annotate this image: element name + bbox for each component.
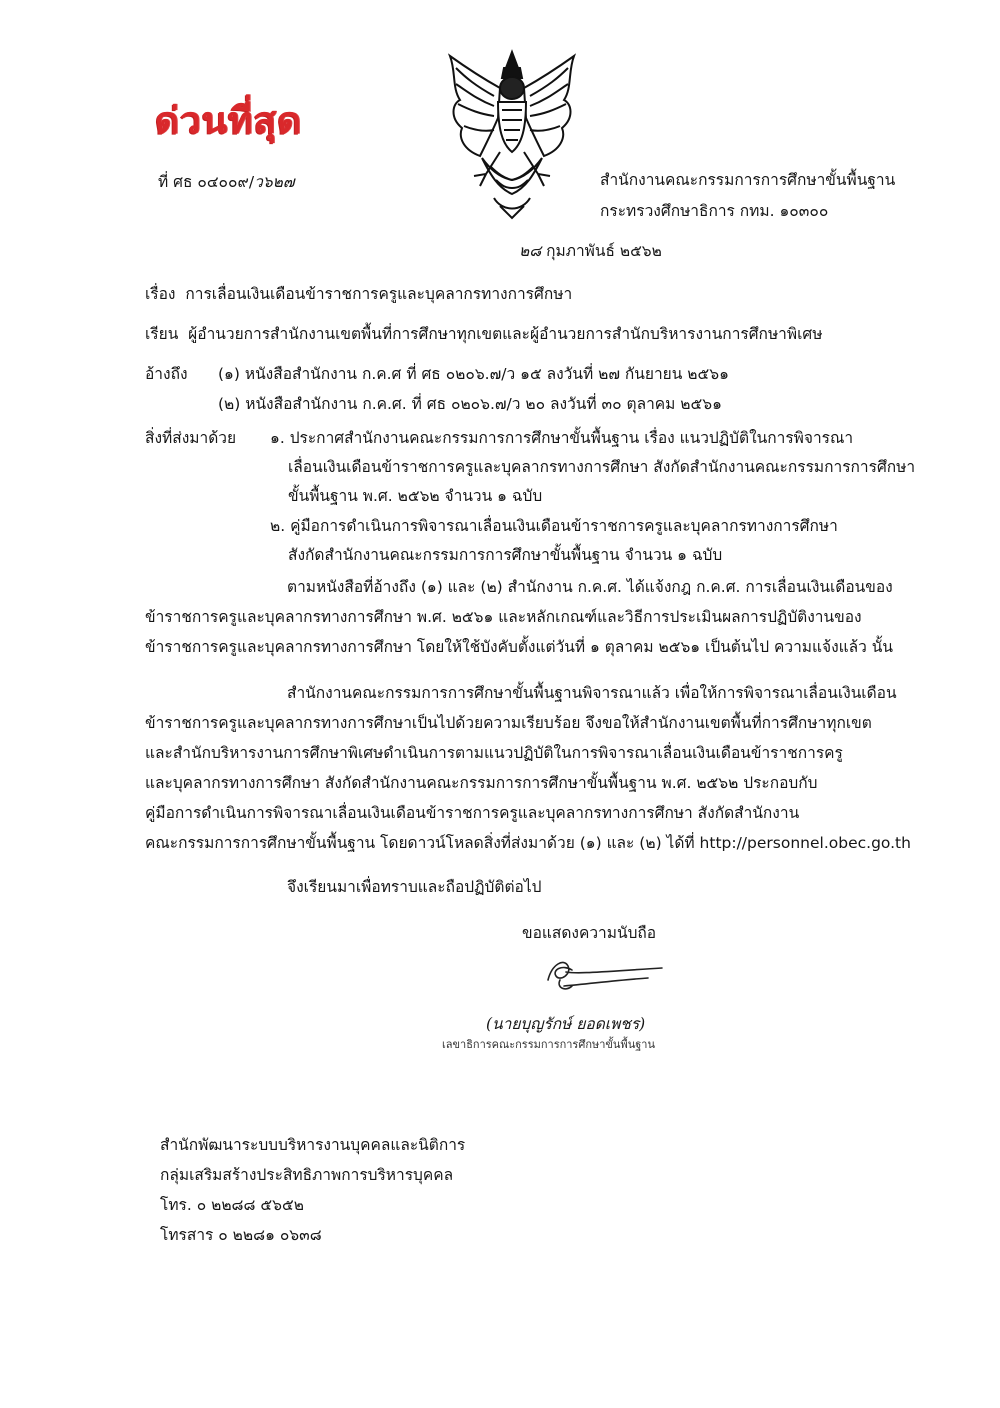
- footer-group: กลุ่มเสริมสร้างประสิทธิภาพการบริหารบุคคล: [160, 1166, 454, 1184]
- enclosure-1-line-3: ขั้นพื้นฐาน พ.ศ. ๒๕๖๒ จำนวน ๑ ฉบับ: [288, 487, 543, 505]
- subject-label: เรื่อง: [145, 285, 176, 303]
- garuda-emblem-icon: [442, 48, 582, 220]
- body-para2-line-1: สำนักงานคณะกรรมการการศึกษาขั้นพื้นฐานพิจารณาแล้ว เพื่อให้การพิจารณาเลื่อนเงินเดือน: [287, 684, 897, 702]
- urgency-stamp: ด่วนที่สุด: [155, 99, 303, 142]
- body-para2-line-6: คณะกรรมการการศึกษาขั้นพื้นฐาน โดยดาวน์โหลดสิ่งที่ส่งมาด้วย (๑) และ (๒) ได้ที่ http://personnel.obec.go.th: [145, 834, 911, 852]
- body-para2-line-5: คู่มือการดำเนินการพิจารณาเลื่อนเงินเดือนข้าราชการครูและบุคลากรทางการศึกษา สังกัดสำนักงาน: [145, 804, 800, 822]
- body-para2-line-2: ข้าราชการครูและบุคลากรทางการศึกษาเป็นไปด้วยความเรียบร้อย จึงขอให้สำนักงานเขตพื้นที่การศึกษาทุกเขต: [145, 714, 872, 732]
- body-para1-line-2: ข้าราชการครูและบุคลากรทางการศึกษา พ.ศ. ๒๕๖๑ และหลักเกณฑ์และวิธีการประเมินผลการปฏิบัติงานของ: [145, 608, 862, 626]
- enclosure-1-line-1: ๑. ประกาศสำนักงานคณะกรรมการการศึกษาขั้นพื้นฐาน เรื่อง แนวปฏิบัติในการพิจารณา: [270, 429, 854, 447]
- handwritten-signature-icon: [538, 946, 668, 996]
- body-para2-line-3: และสำนักบริหารงานการศึกษาพิเศษดำเนินการตามแนวปฏิบัติในการพิจารณาเลื่อนเงินเดือนข้าราชการครู: [145, 744, 843, 762]
- footer-fax: โทรสาร ๐ ๒๒๘๑ ๐๖๓๘: [160, 1226, 322, 1244]
- recipient-line: [145, 324, 822, 344]
- enclosure-2-line-1: ๒. คู่มือการดำเนินการพิจารณาเลื่อนเงินเดือนข้าราชการครูและบุคลากรทางการศึกษา: [270, 517, 838, 535]
- body-para1-line-3: ข้าราชการครูและบุคลากรทางการศึกษา โดยให้ใช้บังคับตั้งแต่วันที่ ๑ ตุลาคม ๒๕๖๑ เป็นต้นไป ความแจ้งแล้ว นั้น: [145, 638, 893, 656]
- document-date: [519, 241, 662, 261]
- references-label: อ้างถึง: [145, 365, 188, 383]
- recipient-text: ผู้อำนวยการสำนักงานเขตพื้นที่การศึกษาทุกเขตและผู้อำนวยการสำนักบริหารงานการศึกษาพิเศษ: [188, 325, 823, 343]
- reference-item-1: (๑) หนังสือสำนักงาน ก.ค.ศ ที่ ศธ ๐๒๐๖.๗/ว ๑๕ ลงวันที่ ๒๗ กันยายน ๒๕๖๑: [218, 365, 729, 383]
- subject-text: การเลื่อนเงินเดือนข้าราชการครูและบุคลากรทางการศึกษา: [185, 285, 573, 303]
- date-month-year: กุมภาพันธ์ ๒๕๖๒: [546, 242, 662, 260]
- date-day-handwritten: ๒๘: [519, 242, 542, 260]
- issuer-ministry-address: กระทรวงศึกษาธิการ กทม. ๑๐๓๐๐: [600, 202, 829, 220]
- reference-item-2: (๒) หนังสือสำนักงาน ก.ค.ศ. ที่ ศธ ๐๒๐๖.๗/ว ๒๐ ลงวันที่ ๓๐ ตุลาคม ๒๕๖๑: [218, 395, 722, 413]
- body-para2-line-4: และบุคลากรทางการศึกษา สังกัดสำนักงานคณะกรรมการการศึกษาขั้นพื้นฐาน พ.ศ. ๒๕๖๒ ประกอบกับ: [145, 774, 818, 792]
- salutation: ขอแสดงความนับถือ: [522, 924, 657, 942]
- reference-prefix: ที่ ศธ ๐๔๐๐๙/: [158, 173, 255, 191]
- recipient-label: เรียน: [145, 325, 179, 343]
- reference-handwritten: ว๖๒๗: [254, 173, 295, 191]
- footer-office: สำนักพัฒนาระบบบริหารงานบุคคลและนิติการ: [160, 1136, 466, 1154]
- enclosure-2-line-2: สังกัดสำนักงานคณะกรรมการการศึกษาขั้นพื้นฐาน จำนวน ๑ ฉบับ: [288, 546, 723, 564]
- enclosures-label: สิ่งที่ส่งมาด้วย: [145, 429, 237, 447]
- issuer-office: สำนักงานคณะกรรมการการศึกษาขั้นพื้นฐาน: [600, 171, 896, 189]
- subject-line: [145, 284, 572, 304]
- enclosure-1-line-2: เลื่อนเงินเดือนข้าราชการครูและบุคลากรทางการศึกษา สังกัดสำนักงานคณะกรรมการการศึกษา: [288, 458, 916, 476]
- body-para1-line-1: ตามหนังสือที่อ้างถึง (๑) และ (๒) สำนักงาน ก.ค.ศ. ได้แจ้งกฎ ก.ค.ศ. การเลื่อนเงินเดือนของ: [287, 578, 893, 596]
- closing-sentence: จึงเรียนมาเพื่อทราบและถือปฏิบัติต่อไป: [287, 878, 542, 896]
- reference-number: [158, 172, 294, 192]
- signatory-position: เลขาธิการคณะกรรมการการศึกษาขั้นพื้นฐาน: [442, 1038, 655, 1051]
- signatory-name: (นายบุญรักษ์ ยอดเพชร): [486, 1015, 646, 1033]
- footer-phone: โทร. ๐ ๒๒๘๘ ๕๖๕๒: [160, 1196, 304, 1214]
